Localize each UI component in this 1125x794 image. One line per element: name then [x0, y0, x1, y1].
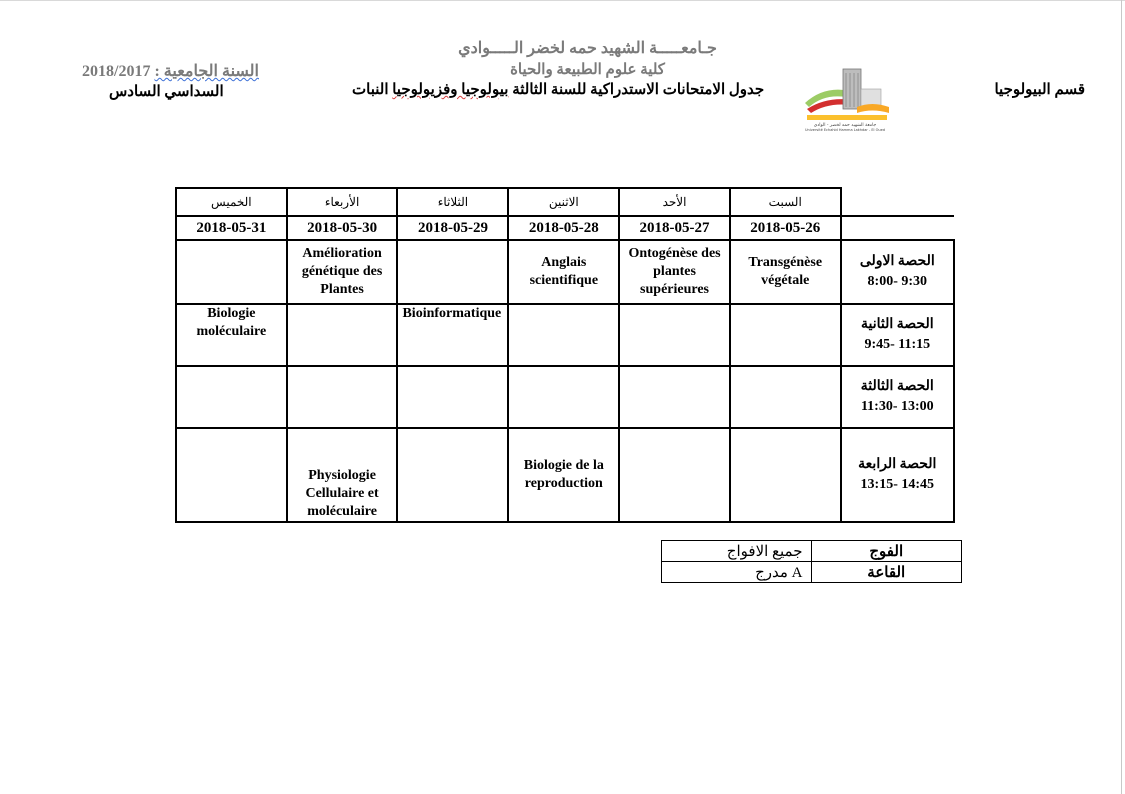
document-title [352, 80, 764, 99]
date-header: 2018-05-30 [287, 216, 398, 240]
exam-cell [176, 428, 287, 522]
exam-cell [397, 240, 508, 304]
exam-cell [619, 304, 730, 366]
group-value: جميع الافواج [662, 541, 812, 562]
exam-cell: Biologie de la reproduction [508, 428, 619, 522]
date-header: 2018-05-31 [176, 216, 287, 240]
day-header: السبت [730, 188, 841, 216]
date-header: 2018-05-29 [397, 216, 508, 240]
group-row [662, 541, 962, 562]
exam-cell [176, 366, 287, 428]
slot-row [176, 428, 954, 522]
slot-label [841, 240, 954, 304]
exam-cell [730, 428, 841, 522]
exam-cell [287, 366, 398, 428]
logo-caption-fr: Université Echahid Hamma Lakhdar - El Oued [804, 128, 886, 132]
date-header: 2018-05-27 [619, 216, 730, 240]
window-top-border [0, 0, 1125, 1]
slot-label [841, 428, 954, 522]
day-header: الثلاثاء [397, 188, 508, 216]
info-table [661, 540, 962, 583]
title-part-3: النبات [352, 82, 389, 98]
slot-name: الحصة الثانية [860, 317, 934, 332]
exam-cell: Physiologie Cellulaire et moléculaire [287, 428, 398, 522]
day-header: الأحد [619, 188, 730, 216]
logo-caption: جامعة الشهيد حمه لخضر - الوادي [813, 123, 877, 128]
slot-name: الحصة الثالثة [860, 379, 934, 394]
day-header: الخميس [176, 188, 287, 216]
exam-cell [508, 304, 619, 366]
exam-cell [287, 304, 398, 366]
room-value: مدرج A [662, 562, 812, 583]
slot-time: 8:00- 9:30 [867, 274, 928, 289]
slot-name: الحصة الاولى [859, 254, 935, 269]
group-label: الفوج [811, 541, 962, 562]
exam-cell [730, 366, 841, 428]
dates-header-row [176, 216, 954, 240]
slot-label [841, 304, 954, 366]
academic-year-value: 2018/2017 [82, 63, 151, 80]
academic-year-label: السنة الجامعية : [154, 63, 259, 80]
exam-cell: Transgénèse végétale [730, 240, 841, 304]
exam-cell [508, 366, 619, 428]
exam-cell: Anglais scientifique [508, 240, 619, 304]
slot-label [841, 366, 954, 428]
slot-row [176, 304, 954, 366]
days-header-row [176, 188, 954, 216]
title-part-2: بيولوجيا وفزيولوجيا [392, 82, 509, 98]
semester: السداسي السادس [109, 84, 224, 100]
exam-cell: Bioinformatique [397, 304, 508, 366]
exam-cell: Biologie moléculaire [176, 304, 287, 366]
exam-cell [176, 240, 287, 304]
slot-time: 13:15- 14:45 [860, 477, 935, 492]
day-header: الأربعاء [287, 188, 398, 216]
exam-schedule-table [175, 187, 955, 523]
department-name: قسم البيولوجيا [994, 82, 1085, 98]
slot-time: 9:45- 11:15 [864, 337, 931, 352]
faculty-name: كلية علوم الطبيعة والحياة [510, 62, 665, 78]
room-label: القاعة [811, 562, 962, 583]
university-logo-icon [797, 63, 893, 133]
slot-row [176, 240, 954, 304]
academic-year [82, 61, 259, 81]
exam-cell [397, 366, 508, 428]
window-right-border [1121, 0, 1122, 794]
date-header: 2018-05-26 [730, 216, 841, 240]
university-name: جـامعـــــة الشهيد حمه لخضر الـــــوادي [458, 40, 717, 57]
slot-time: 11:30- 13:00 [860, 399, 934, 414]
title-part-1: جدول الامتحانات الاستدراكية للسنة الثالثة [512, 82, 765, 98]
date-header: 2018-05-28 [508, 216, 619, 240]
exam-cell [619, 366, 730, 428]
slot-row [176, 366, 954, 428]
room-row [662, 562, 962, 583]
corner-empty [841, 188, 954, 216]
slot-name: الحصة الرابعة [858, 457, 937, 472]
exam-cell [619, 428, 730, 522]
exam-cell: Amélioration génétique des Plantes [287, 240, 398, 304]
corner-empty [841, 216, 954, 240]
exam-cell [730, 304, 841, 366]
exam-cell [397, 428, 508, 522]
day-header: الاثنين [508, 188, 619, 216]
exam-cell: Ontogénèse des plantes supérieures [619, 240, 730, 304]
